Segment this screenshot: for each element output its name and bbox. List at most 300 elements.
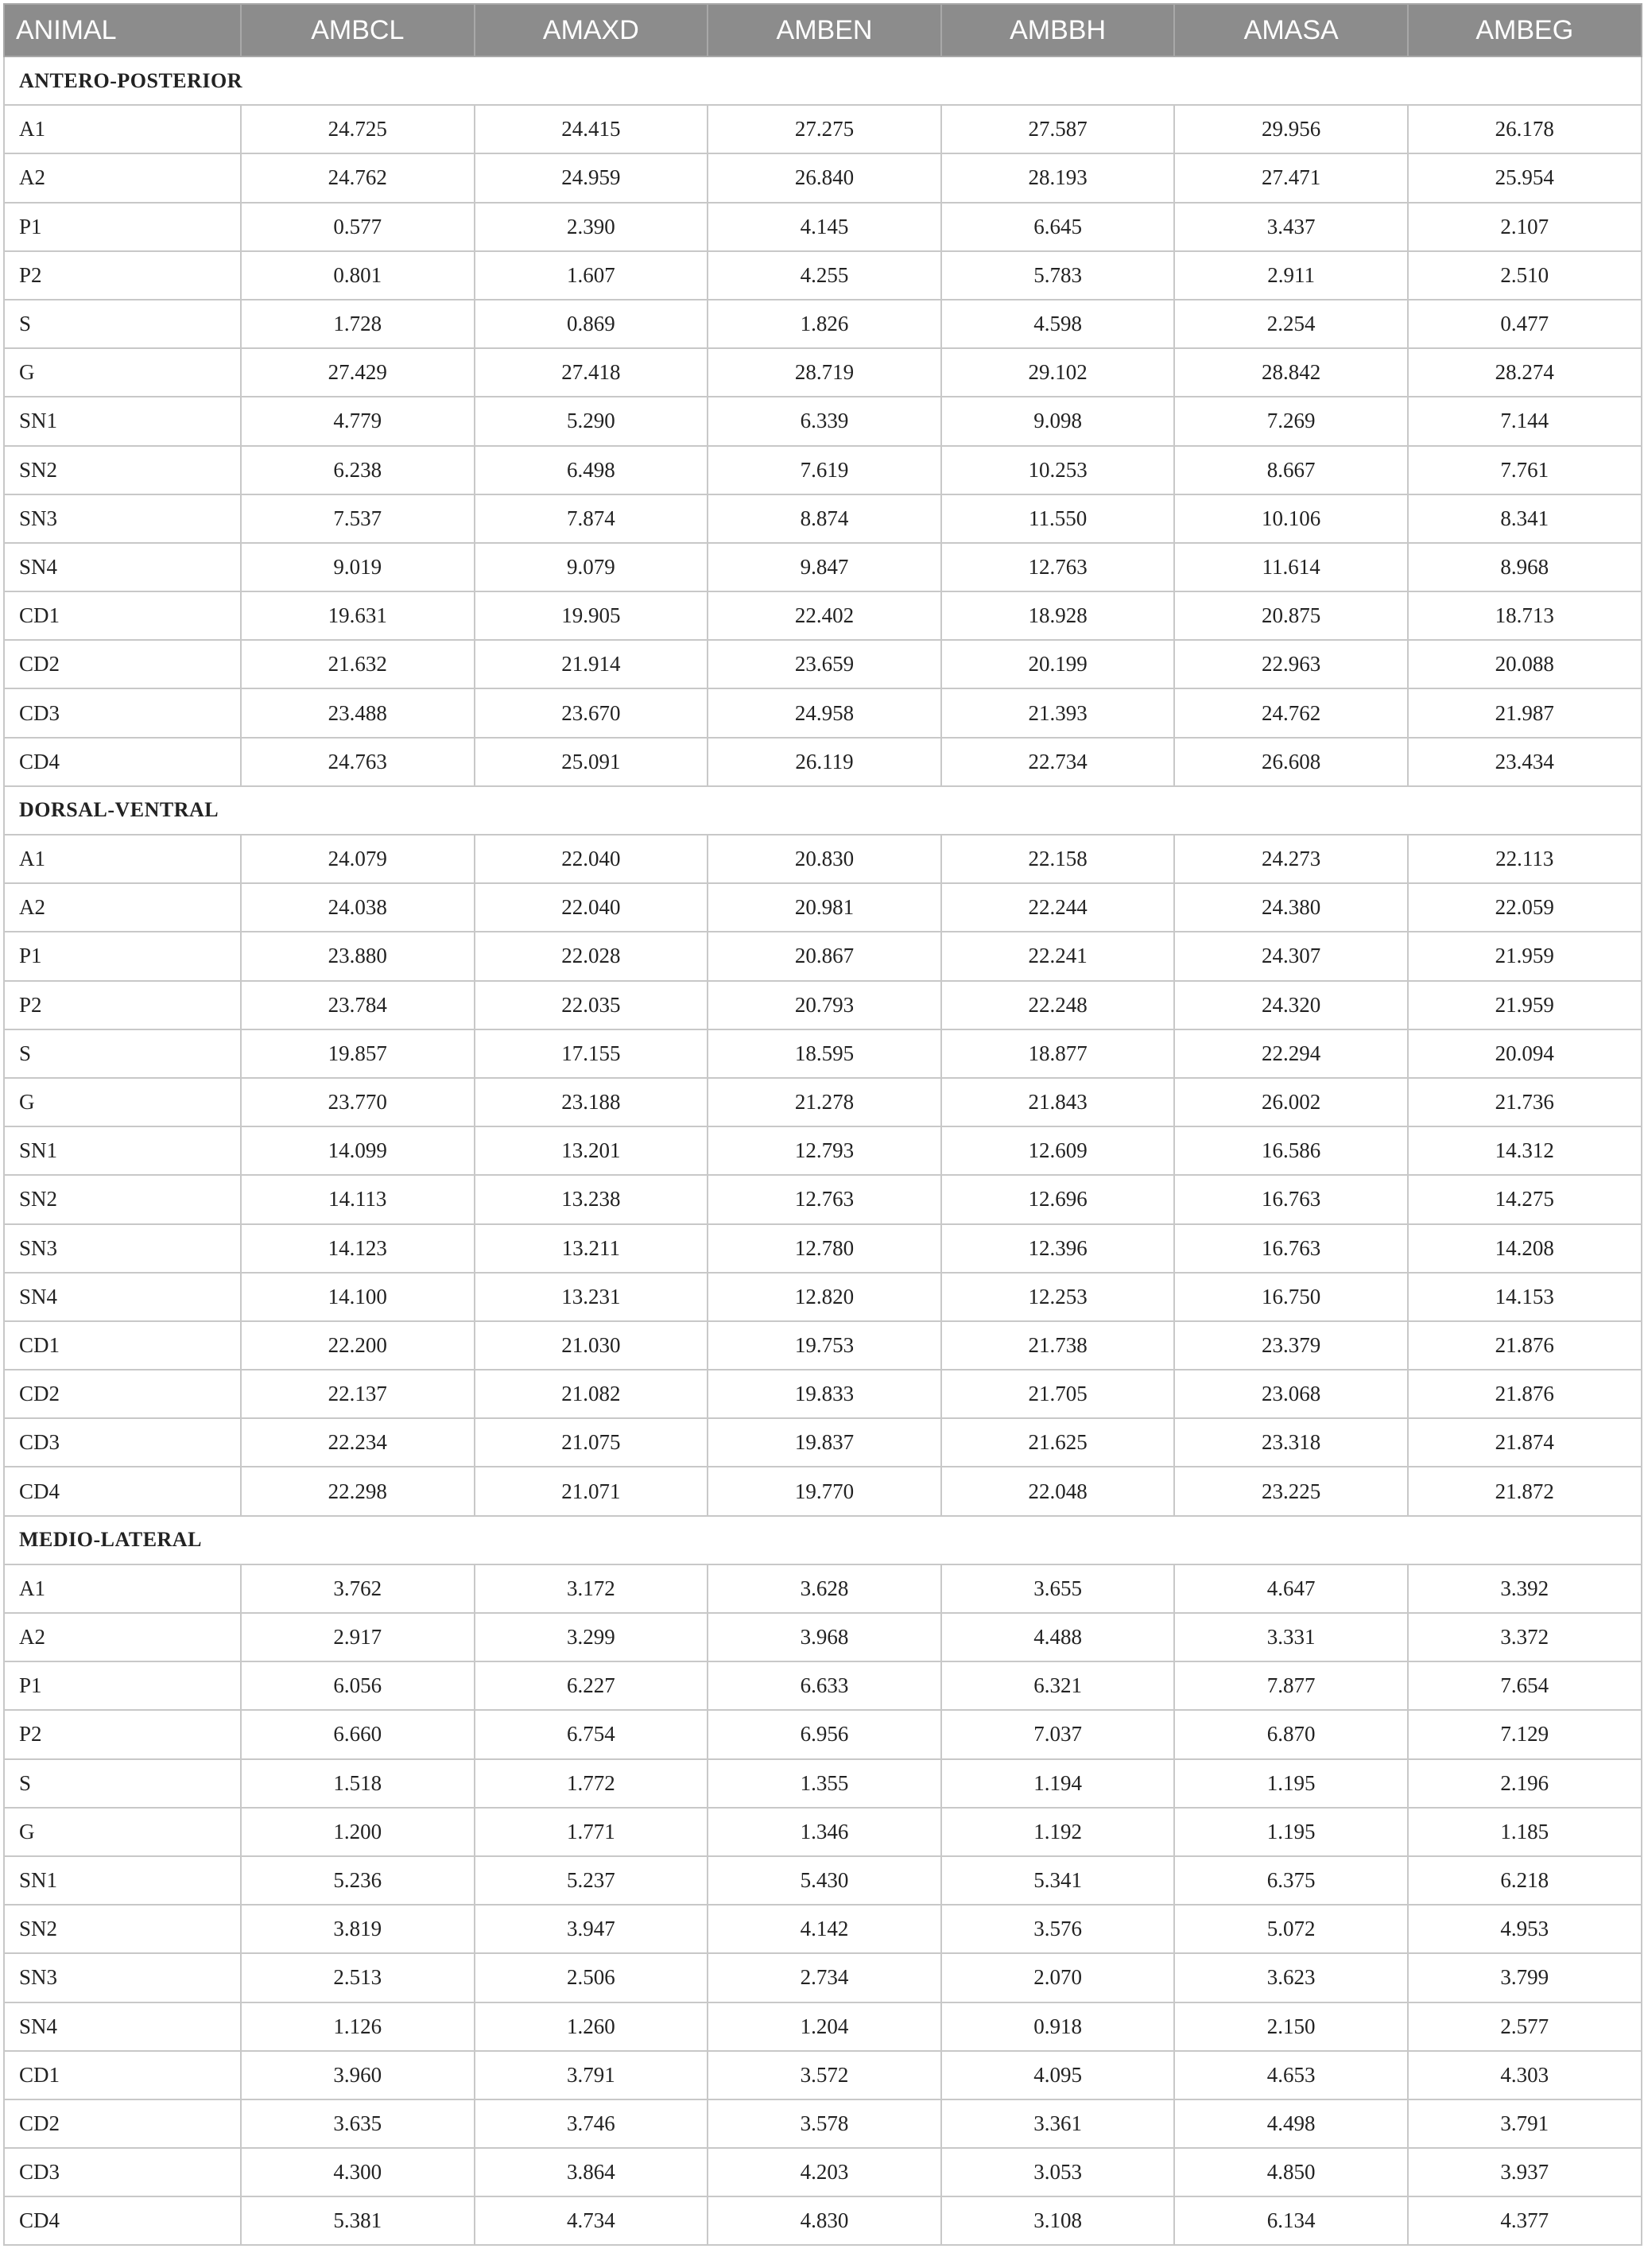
value-cell: 3.746	[475, 2099, 708, 2148]
value-cell: 14.208	[1408, 1224, 1642, 1273]
value-cell: 7.761	[1408, 446, 1642, 494]
value-cell: 0.577	[241, 203, 475, 251]
table-row	[4, 1710, 1642, 1758]
value-cell: 21.705	[941, 1370, 1175, 1418]
value-cell: 3.576	[941, 1905, 1175, 1953]
value-cell: 24.415	[475, 105, 708, 153]
table-row	[4, 1661, 1642, 1710]
value-cell: 8.874	[708, 494, 941, 543]
value-cell: 2.917	[241, 1613, 475, 1661]
value-cell: 5.381	[241, 2196, 475, 2245]
table-row	[4, 203, 1642, 251]
value-cell: 27.471	[1174, 153, 1408, 202]
table-row	[4, 1029, 1642, 1078]
row-label: S	[4, 1029, 241, 1078]
value-cell: 16.763	[1174, 1224, 1408, 1273]
value-cell: 24.320	[1174, 981, 1408, 1029]
section-title: DORSAL-VENTRAL	[4, 786, 1642, 835]
value-cell: 9.019	[241, 543, 475, 591]
value-cell: 6.498	[475, 446, 708, 494]
table-row	[4, 688, 1642, 737]
value-cell: 28.719	[708, 348, 941, 397]
value-cell: 11.550	[941, 494, 1175, 543]
table-body	[4, 56, 1642, 2245]
value-cell: 6.375	[1174, 1856, 1408, 1905]
value-cell: 1.195	[1174, 1759, 1408, 1808]
value-cell: 4.830	[708, 2196, 941, 2245]
value-cell: 7.874	[475, 494, 708, 543]
value-cell: 20.867	[708, 932, 941, 980]
value-cell: 3.572	[708, 2051, 941, 2099]
row-label: CD2	[4, 640, 241, 688]
value-cell: 4.779	[241, 397, 475, 445]
value-cell: 22.294	[1174, 1029, 1408, 1078]
value-cell: 5.430	[708, 1856, 941, 1905]
value-cell: 3.635	[241, 2099, 475, 2148]
row-label: CD4	[4, 1467, 241, 1515]
value-cell: 2.513	[241, 1953, 475, 2002]
value-cell: 0.918	[941, 2002, 1175, 2051]
value-cell: 3.053	[941, 2148, 1175, 2196]
value-cell: 28.274	[1408, 348, 1642, 397]
value-cell: 1.728	[241, 300, 475, 348]
table-row	[4, 1370, 1642, 1418]
table-row	[4, 883, 1642, 932]
row-label: CD3	[4, 1418, 241, 1467]
row-label: SN3	[4, 1224, 241, 1273]
value-cell: 27.587	[941, 105, 1175, 153]
value-cell: 22.113	[1408, 835, 1642, 883]
value-cell: 2.107	[1408, 203, 1642, 251]
table-row	[4, 2051, 1642, 2099]
value-cell: 7.269	[1174, 397, 1408, 445]
table-row	[4, 981, 1642, 1029]
value-cell: 3.437	[1174, 203, 1408, 251]
header-amaxd: AMAXD	[475, 4, 708, 56]
row-label: CD3	[4, 2148, 241, 2196]
value-cell: 18.595	[708, 1029, 941, 1078]
table-row	[4, 543, 1642, 591]
value-cell: 10.106	[1174, 494, 1408, 543]
value-cell: 14.100	[241, 1273, 475, 1321]
value-cell: 4.142	[708, 1905, 941, 1953]
value-cell: 22.248	[941, 981, 1175, 1029]
value-cell: 9.847	[708, 543, 941, 591]
value-cell: 21.738	[941, 1321, 1175, 1370]
value-cell: 24.763	[241, 738, 475, 786]
row-label: A2	[4, 883, 241, 932]
row-label: P1	[4, 203, 241, 251]
value-cell: 18.713	[1408, 591, 1642, 640]
value-cell: 6.645	[941, 203, 1175, 251]
row-label: A1	[4, 105, 241, 153]
value-cell: 3.762	[241, 1564, 475, 1613]
value-cell: 6.134	[1174, 2196, 1408, 2245]
value-cell: 19.770	[708, 1467, 941, 1515]
value-cell: 4.953	[1408, 1905, 1642, 1953]
value-cell: 16.763	[1174, 1175, 1408, 1223]
value-cell: 21.872	[1408, 1467, 1642, 1515]
value-cell: 22.048	[941, 1467, 1175, 1515]
value-cell: 21.987	[1408, 688, 1642, 737]
value-cell: 2.150	[1174, 2002, 1408, 2051]
value-cell: 16.750	[1174, 1273, 1408, 1321]
row-label: SN4	[4, 1273, 241, 1321]
value-cell: 4.145	[708, 203, 941, 251]
value-cell: 4.255	[708, 251, 941, 300]
row-label: SN3	[4, 1953, 241, 2002]
table-row	[4, 640, 1642, 688]
value-cell: 1.771	[475, 1808, 708, 1856]
value-cell: 3.372	[1408, 1613, 1642, 1661]
row-label: CD4	[4, 738, 241, 786]
table-row	[4, 1321, 1642, 1370]
table-row	[4, 1905, 1642, 1953]
table-row	[4, 1808, 1642, 1856]
table-row	[4, 1759, 1642, 1808]
value-cell: 21.959	[1408, 932, 1642, 980]
table-row	[4, 1078, 1642, 1126]
table-row	[4, 1273, 1642, 1321]
value-cell: 20.094	[1408, 1029, 1642, 1078]
value-cell: 1.260	[475, 2002, 708, 2051]
value-cell: 24.762	[241, 153, 475, 202]
value-cell: 1.192	[941, 1808, 1175, 1856]
value-cell: 23.784	[241, 981, 475, 1029]
value-cell: 4.653	[1174, 2051, 1408, 2099]
value-cell: 3.960	[241, 2051, 475, 2099]
value-cell: 28.193	[941, 153, 1175, 202]
row-label: SN2	[4, 1905, 241, 1953]
value-cell: 2.577	[1408, 2002, 1642, 2051]
value-cell: 13.211	[475, 1224, 708, 1273]
value-cell: 7.037	[941, 1710, 1175, 1758]
section-title: ANTERO-POSTERIOR	[4, 56, 1642, 105]
value-cell: 27.418	[475, 348, 708, 397]
value-cell: 3.172	[475, 1564, 708, 1613]
value-cell: 2.390	[475, 203, 708, 251]
value-cell: 4.377	[1408, 2196, 1642, 2245]
value-cell: 23.379	[1174, 1321, 1408, 1370]
row-label: A2	[4, 153, 241, 202]
table-row	[4, 397, 1642, 445]
value-cell: 21.082	[475, 1370, 708, 1418]
value-cell: 26.840	[708, 153, 941, 202]
header-animal: ANIMAL	[4, 4, 241, 56]
value-cell: 14.312	[1408, 1126, 1642, 1175]
value-cell: 3.578	[708, 2099, 941, 2148]
value-cell: 1.185	[1408, 1808, 1642, 1856]
value-cell: 27.275	[708, 105, 941, 153]
table-row	[4, 153, 1642, 202]
value-cell: 23.318	[1174, 1418, 1408, 1467]
value-cell: 2.510	[1408, 251, 1642, 300]
row-label: A1	[4, 1564, 241, 1613]
value-cell: 6.956	[708, 1710, 941, 1758]
value-cell: 21.843	[941, 1078, 1175, 1126]
value-cell: 7.619	[708, 446, 941, 494]
value-cell: 1.195	[1174, 1808, 1408, 1856]
value-cell: 3.937	[1408, 2148, 1642, 2196]
value-cell: 3.108	[941, 2196, 1175, 2245]
value-cell: 21.071	[475, 1467, 708, 1515]
value-cell: 4.598	[941, 300, 1175, 348]
value-cell: 23.880	[241, 932, 475, 980]
value-cell: 22.059	[1408, 883, 1642, 932]
value-cell: 25.091	[475, 738, 708, 786]
value-cell: 23.068	[1174, 1370, 1408, 1418]
row-label: CD2	[4, 2099, 241, 2148]
value-cell: 20.830	[708, 835, 941, 883]
row-label: A2	[4, 1613, 241, 1661]
value-cell: 3.361	[941, 2099, 1175, 2148]
section-row-medio-lateral	[4, 1516, 1642, 1564]
value-cell: 2.070	[941, 1953, 1175, 2002]
value-cell: 8.968	[1408, 543, 1642, 591]
value-cell: 12.696	[941, 1175, 1175, 1223]
coordinates-table	[3, 3, 1642, 2246]
row-label: SN2	[4, 446, 241, 494]
table-row	[4, 1126, 1642, 1175]
value-cell: 8.667	[1174, 446, 1408, 494]
value-cell: 1.518	[241, 1759, 475, 1808]
value-cell: 8.341	[1408, 494, 1642, 543]
row-label: CD1	[4, 1321, 241, 1370]
value-cell: 14.099	[241, 1126, 475, 1175]
value-cell: 19.833	[708, 1370, 941, 1418]
value-cell: 21.876	[1408, 1370, 1642, 1418]
value-cell: 1.826	[708, 300, 941, 348]
value-cell: 6.870	[1174, 1710, 1408, 1758]
row-label: S	[4, 300, 241, 348]
header-amasa: AMASA	[1174, 4, 1408, 56]
value-cell: 3.791	[475, 2051, 708, 2099]
table-row	[4, 1953, 1642, 2002]
table-row	[4, 348, 1642, 397]
value-cell: 24.958	[708, 688, 941, 737]
value-cell: 1.126	[241, 2002, 475, 2051]
value-cell: 3.628	[708, 1564, 941, 1613]
table-row	[4, 446, 1642, 494]
value-cell: 2.506	[475, 1953, 708, 2002]
value-cell: 1.355	[708, 1759, 941, 1808]
value-cell: 3.299	[475, 1613, 708, 1661]
value-cell: 23.488	[241, 688, 475, 737]
value-cell: 29.956	[1174, 105, 1408, 153]
table-row	[4, 1175, 1642, 1223]
value-cell: 0.801	[241, 251, 475, 300]
value-cell: 23.188	[475, 1078, 708, 1126]
value-cell: 21.959	[1408, 981, 1642, 1029]
row-label: CD1	[4, 591, 241, 640]
value-cell: 20.875	[1174, 591, 1408, 640]
value-cell: 14.113	[241, 1175, 475, 1223]
value-cell: 1.204	[708, 2002, 941, 2051]
table-row	[4, 494, 1642, 543]
value-cell: 22.244	[941, 883, 1175, 932]
table-row	[4, 2099, 1642, 2148]
row-label: G	[4, 1078, 241, 1126]
row-label: CD1	[4, 2051, 241, 2099]
header-ambcl: AMBCL	[241, 4, 475, 56]
value-cell: 2.911	[1174, 251, 1408, 300]
value-cell: 14.153	[1408, 1273, 1642, 1321]
table-row	[4, 1418, 1642, 1467]
value-cell: 3.864	[475, 2148, 708, 2196]
value-cell: 26.119	[708, 738, 941, 786]
row-label: P1	[4, 932, 241, 980]
value-cell: 6.238	[241, 446, 475, 494]
value-cell: 4.095	[941, 2051, 1175, 2099]
row-label: CD4	[4, 2196, 241, 2245]
value-cell: 21.874	[1408, 1418, 1642, 1467]
value-cell: 12.609	[941, 1126, 1175, 1175]
value-cell: 21.914	[475, 640, 708, 688]
value-cell: 5.236	[241, 1856, 475, 1905]
value-cell: 5.072	[1174, 1905, 1408, 1953]
value-cell: 1.607	[475, 251, 708, 300]
value-cell: 16.586	[1174, 1126, 1408, 1175]
value-cell: 24.038	[241, 883, 475, 932]
table-row	[4, 1613, 1642, 1661]
value-cell: 7.129	[1408, 1710, 1642, 1758]
value-cell: 3.791	[1408, 2099, 1642, 2148]
value-cell: 4.734	[475, 2196, 708, 2245]
value-cell: 24.273	[1174, 835, 1408, 883]
table-row	[4, 835, 1642, 883]
value-cell: 21.876	[1408, 1321, 1642, 1370]
value-cell: 21.278	[708, 1078, 941, 1126]
value-cell: 24.307	[1174, 932, 1408, 980]
value-cell: 22.298	[241, 1467, 475, 1515]
value-cell: 25.954	[1408, 153, 1642, 202]
value-cell: 10.253	[941, 446, 1175, 494]
value-cell: 22.040	[475, 835, 708, 883]
table-row	[4, 932, 1642, 980]
value-cell: 3.331	[1174, 1613, 1408, 1661]
header-row	[4, 4, 1642, 56]
value-cell: 21.736	[1408, 1078, 1642, 1126]
value-cell: 4.498	[1174, 2099, 1408, 2148]
value-cell: 18.928	[941, 591, 1175, 640]
value-cell: 12.253	[941, 1273, 1175, 1321]
value-cell: 2.734	[708, 1953, 941, 2002]
value-cell: 22.241	[941, 932, 1175, 980]
value-cell: 19.631	[241, 591, 475, 640]
value-cell: 21.030	[475, 1321, 708, 1370]
value-cell: 6.339	[708, 397, 941, 445]
row-label: G	[4, 348, 241, 397]
row-label: S	[4, 1759, 241, 1808]
value-cell: 5.783	[941, 251, 1175, 300]
value-cell: 24.762	[1174, 688, 1408, 737]
value-cell: 3.623	[1174, 1953, 1408, 2002]
value-cell: 3.799	[1408, 1953, 1642, 2002]
value-cell: 20.981	[708, 883, 941, 932]
value-cell: 29.102	[941, 348, 1175, 397]
value-cell: 7.537	[241, 494, 475, 543]
value-cell: 21.625	[941, 1418, 1175, 1467]
value-cell: 13.231	[475, 1273, 708, 1321]
value-cell: 12.763	[708, 1175, 941, 1223]
value-cell: 6.218	[1408, 1856, 1642, 1905]
value-cell: 19.857	[241, 1029, 475, 1078]
value-cell: 6.633	[708, 1661, 941, 1710]
value-cell: 7.877	[1174, 1661, 1408, 1710]
value-cell: 3.392	[1408, 1564, 1642, 1613]
table-row	[4, 738, 1642, 786]
value-cell: 22.402	[708, 591, 941, 640]
value-cell: 12.396	[941, 1224, 1175, 1273]
value-cell: 22.137	[241, 1370, 475, 1418]
value-cell: 4.850	[1174, 2148, 1408, 2196]
value-cell: 7.144	[1408, 397, 1642, 445]
value-cell: 22.963	[1174, 640, 1408, 688]
table-row	[4, 2196, 1642, 2245]
value-cell: 3.947	[475, 1905, 708, 1953]
value-cell: 6.754	[475, 1710, 708, 1758]
value-cell: 13.201	[475, 1126, 708, 1175]
value-cell: 5.341	[941, 1856, 1175, 1905]
value-cell: 0.869	[475, 300, 708, 348]
value-cell: 12.820	[708, 1273, 941, 1321]
value-cell: 0.477	[1408, 300, 1642, 348]
row-label: P2	[4, 1710, 241, 1758]
header-ambeg: AMBEG	[1408, 4, 1642, 56]
value-cell: 23.434	[1408, 738, 1642, 786]
value-cell: 22.200	[241, 1321, 475, 1370]
value-cell: 3.819	[241, 1905, 475, 1953]
value-cell: 23.770	[241, 1078, 475, 1126]
value-cell: 24.380	[1174, 883, 1408, 932]
table-row	[4, 2002, 1642, 2051]
row-label: P2	[4, 251, 241, 300]
value-cell: 23.659	[708, 640, 941, 688]
header-ambbh: AMBBH	[941, 4, 1175, 56]
value-cell: 4.300	[241, 2148, 475, 2196]
header-amben: AMBEN	[708, 4, 941, 56]
value-cell: 5.290	[475, 397, 708, 445]
value-cell: 1.346	[708, 1808, 941, 1856]
value-cell: 2.196	[1408, 1759, 1642, 1808]
value-cell: 11.614	[1174, 543, 1408, 591]
value-cell: 19.905	[475, 591, 708, 640]
value-cell: 26.002	[1174, 1078, 1408, 1126]
row-label: P2	[4, 981, 241, 1029]
value-cell: 19.837	[708, 1418, 941, 1467]
row-label: SN4	[4, 2002, 241, 2051]
section-row-antero-posterior	[4, 56, 1642, 105]
value-cell: 1.194	[941, 1759, 1175, 1808]
value-cell: 3.655	[941, 1564, 1175, 1613]
value-cell: 6.056	[241, 1661, 475, 1710]
value-cell: 9.079	[475, 543, 708, 591]
value-cell: 4.488	[941, 1613, 1175, 1661]
table-row	[4, 1856, 1642, 1905]
row-label: A1	[4, 835, 241, 883]
value-cell: 17.155	[475, 1029, 708, 1078]
table-row	[4, 251, 1642, 300]
row-label: P1	[4, 1661, 241, 1710]
value-cell: 22.035	[475, 981, 708, 1029]
value-cell: 2.254	[1174, 300, 1408, 348]
table-row	[4, 1467, 1642, 1515]
section-row-dorsal-ventral	[4, 786, 1642, 835]
value-cell: 12.763	[941, 543, 1175, 591]
value-cell: 24.079	[241, 835, 475, 883]
value-cell: 26.608	[1174, 738, 1408, 786]
value-cell: 4.303	[1408, 2051, 1642, 2099]
